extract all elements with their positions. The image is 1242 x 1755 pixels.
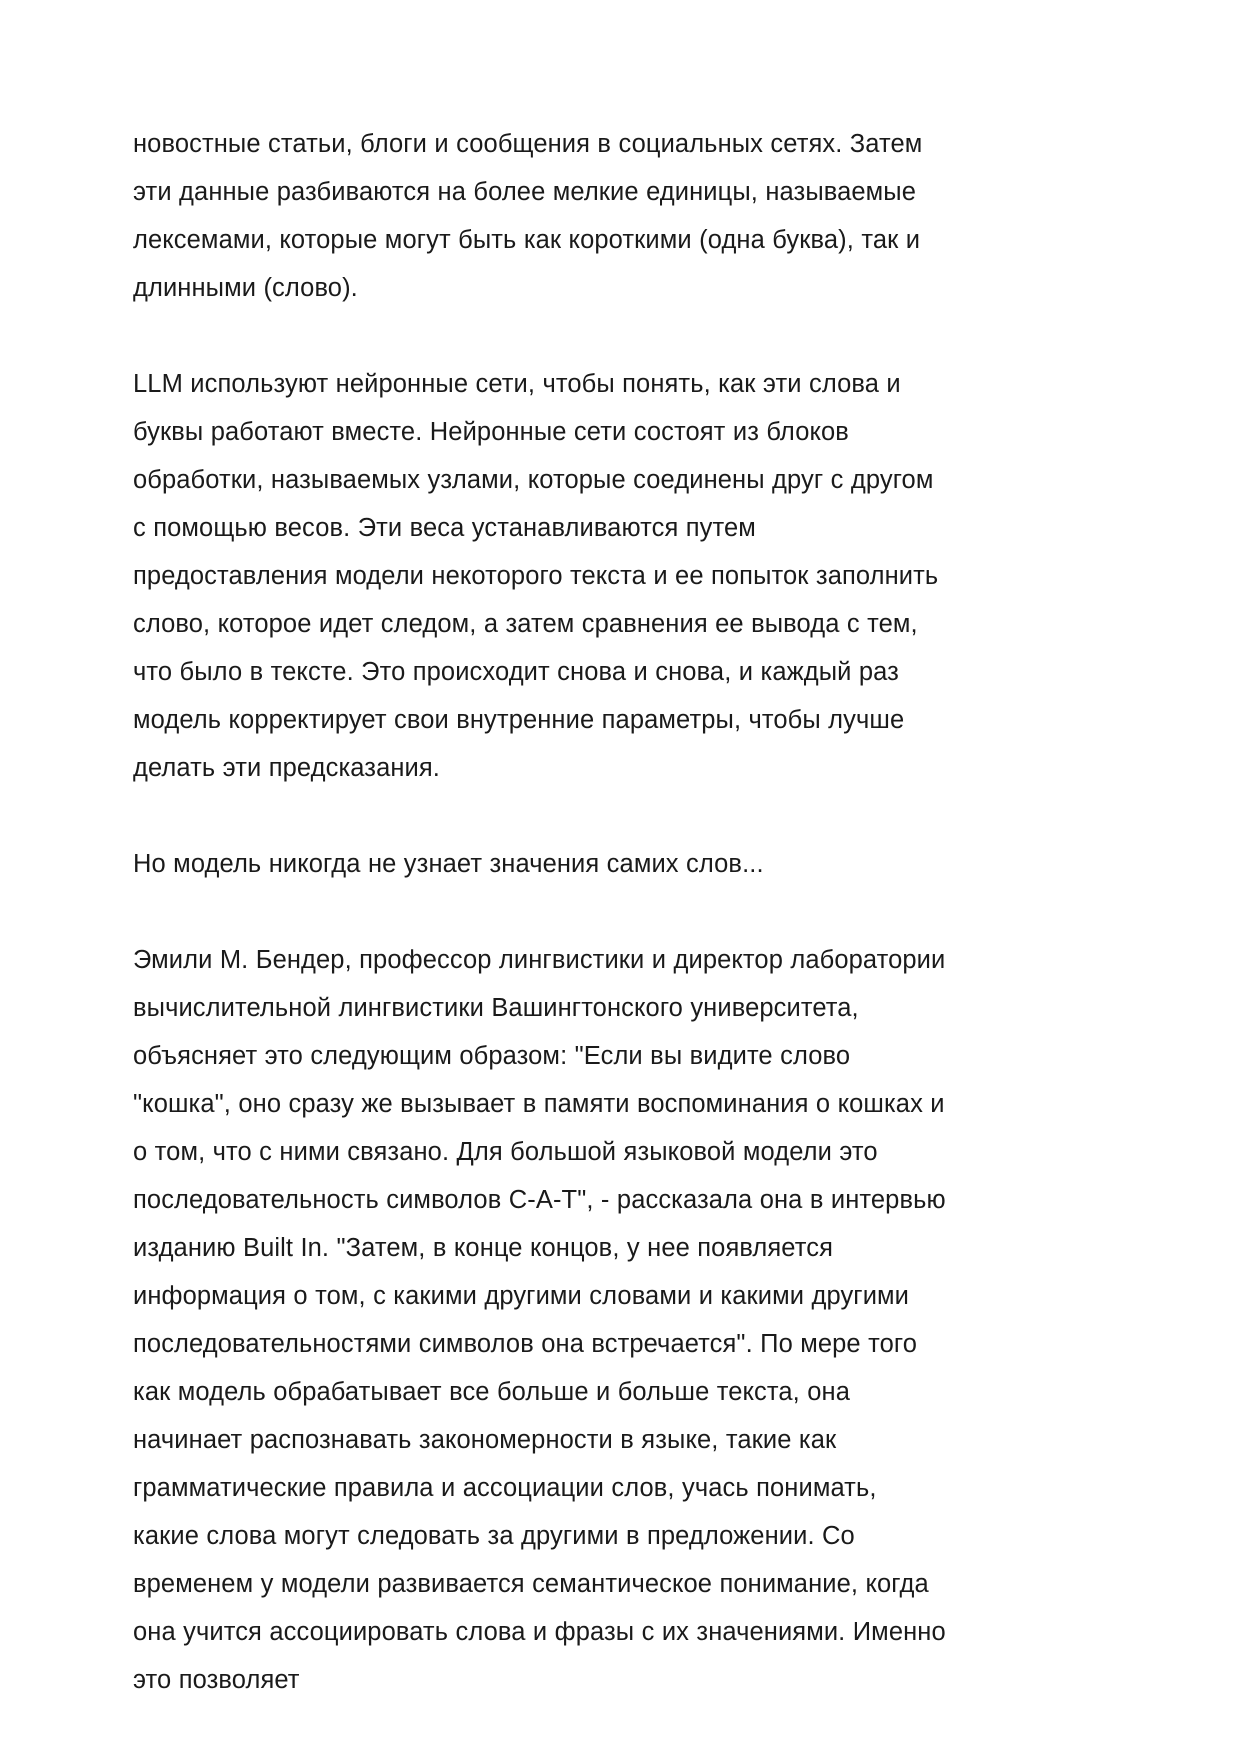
paragraph-1: новостные статьи, блоги и сообщения в социальных сетях. Затем эти данные разбиваются на более мелкие единицы, называемые лексемами, которые могут быть как короткими (одна буква), так и длинными (слово). bbox=[133, 130, 923, 302]
paragraph-4: Эмили М. Бендер, профессор лингвистики и директор лаборатории вычислительной лингвистики Вашингтонского университета, объясняет это следующим образом: "Если вы видите слово "кошка", оно сразу же вызывает в памяти воспоминания о кошках и о том, что с ними связано. Для большой языковой модели это последовательность символов C-A-T", - рассказала она в интервью изданию Built In. "Затем, в конце концов, у нее появляется информация о том, с какими другими словами и какими другими последовательностями символов она встречается". По мере того как модель обрабатывает все больше и больше текста, она начинает распознавать закономерности в языке, такие как грамматические правила и ассоциации слов, учась понимать, какие слова могут следовать за другими в предложении. Со временем у модели развивается семантическое понимание, когда она учится ассоциировать слова и фразы с их значениями. Именно это позволяет bbox=[133, 946, 946, 1694]
paragraph-3: Но модель никогда не узнает значения самих слов... bbox=[133, 850, 764, 878]
paragraph-2: LLM используют нейронные сети, чтобы понять, как эти слова и буквы работают вместе. Нейронные сети состоят из блоков обработки, называемых узлами, которые соединены друг с другом с помощью весов. Эти веса устанавливаются путем предоставления модели некоторого текста и ее попыток заполнить слово, которое идет следом, а затем сравнения ее вывода с тем, что было в тексте. Это происходит снова и снова, и каждый раз модель корректирует свои внутренние параметры, чтобы лучше делать эти предсказания. bbox=[133, 370, 939, 782]
document-text-column bbox=[133, 120, 949, 1704]
